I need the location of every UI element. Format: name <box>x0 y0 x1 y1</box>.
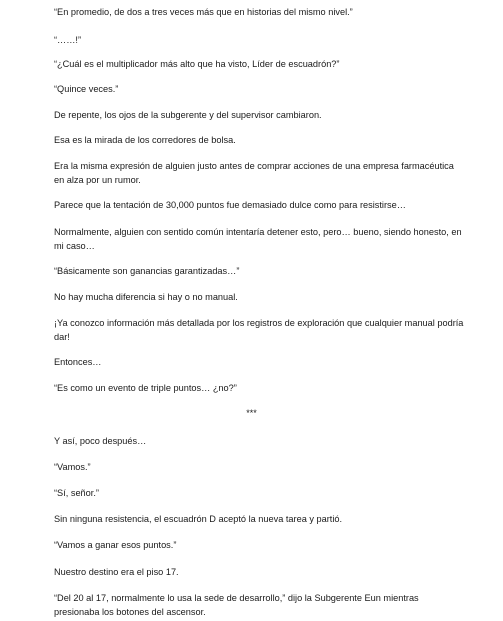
paragraph: “Vamos.” <box>54 462 91 472</box>
paragraph: De repente, los ojos de la subgerente y del supervisor cambiaron. <box>54 110 322 120</box>
paragraph: “En promedio, de dos a tres veces más que en historias del mismo nivel.” <box>54 7 353 17</box>
paragraph: Normalmente, alguien con sentido común intentaría detener esto, pero… bueno, siendo honesto, en mi caso… <box>54 227 462 251</box>
paragraph: “¿Cuál es el multiplicador más alto que ha visto, Líder de escuadrón?” <box>54 59 340 69</box>
paragraph: Sin ninguna resistencia, el escuadrón D aceptó la nueva tarea y partió. <box>54 514 343 524</box>
paragraph: Nuestro destino era el piso 17. <box>54 567 179 577</box>
paragraph: Era la misma expresión de alguien justo antes de comprar acciones de una empresa farmacéutica en alza por un rumor. <box>54 161 454 185</box>
paragraph: “Del 20 al 17, normalmente lo usa la sede de desarrollo,” dijo la Subgerente Eun mientras presionaba los botones del ascensor. <box>54 593 419 617</box>
paragraph: “Básicamente son ganancias garantizadas…” <box>54 266 240 276</box>
section-separator: *** <box>246 408 257 418</box>
paragraph: “Es como un evento de triple puntos… ¿no?” <box>54 383 237 393</box>
paragraph: “Quince veces.” <box>54 84 119 94</box>
paragraph: No hay mucha diferencia si hay o no manual. <box>54 292 238 302</box>
paragraph: Esa es la mirada de los corredores de bolsa. <box>54 135 236 145</box>
paragraph: Parece que la tentación de 30,000 puntos fue demasiado dulce como para resistirse… <box>54 200 406 210</box>
paragraph: Entonces… <box>54 357 102 367</box>
paragraph: ¡Ya conozco información más detallada por los registros de exploración que cualquier manual podría dar! <box>54 318 464 342</box>
paragraph: “Vamos a ganar esos puntos.” <box>54 540 177 550</box>
paragraph: “……!” <box>54 35 82 45</box>
paragraph: Y así, poco después… <box>54 436 147 446</box>
paragraph: “Sí, señor.” <box>54 488 99 498</box>
